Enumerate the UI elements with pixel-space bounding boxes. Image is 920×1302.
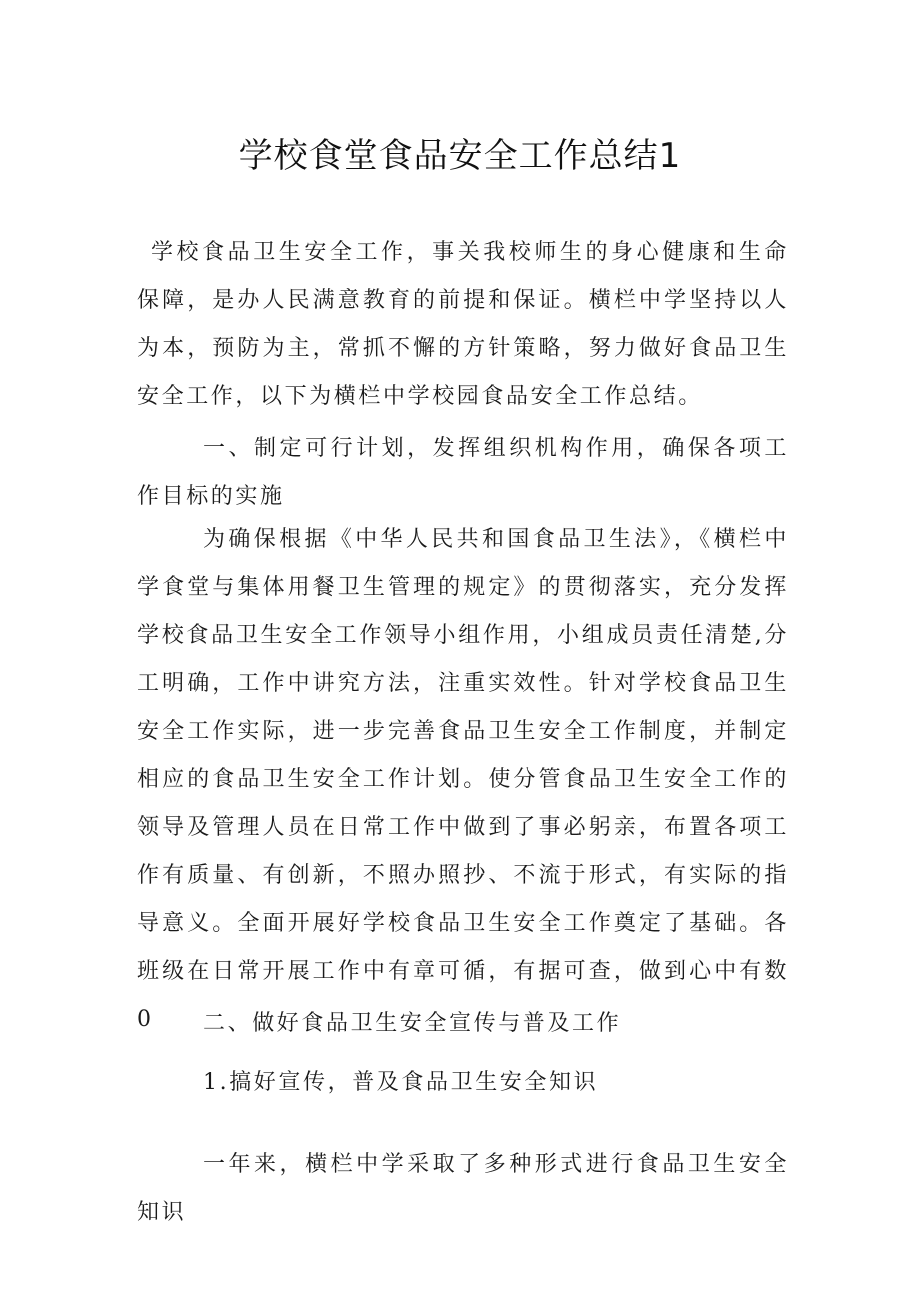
section-2-body: 一年来，横栏中学采取了多种形式进行食品卫生安全知识 (137, 1152, 789, 1225)
intro-paragraph: 学校食品卫生安全工作，事关我校师生的身心健康和生命保障，是办人民满意教育的前提和保证。横栏中学坚持以人为本，预防为主，常抓不懈的方针策略，努力做好食品卫生安全工作，以下为横栏中学校园食品安全工作总结。 (137, 240, 789, 409)
section-1-body: 为确保根据《中华人民共和国食品卫生法》，《横栏中学食堂与集体用餐卫生管理的规定》的贯彻落实，充分发挥学校食品卫生安全工作领导小组作用，小组成员责任清楚,分工明确，工作中讲究方法，注重实效性。针对学校食品卫生安全工作实际，进一步完善食品卫生安全工作制度，并制定相应的食品卫生安全工作计划。使分管食品卫生安全工作的领导及管理人员在日常工作中做到了事必躬亲，布置各项工作有质量、有创新，不照办照抄、不流于形式，有实际的指导意义。全面开展好学校食品卫生安全工作奠定了基础。各班级在日常开展工作中有章可循，有据可查，做到心中有数0 (137, 527, 789, 1032)
section-2-subheading-1: 1.搞好宣传，普及食品卫生安全知识 (203, 1070, 599, 1095)
document-title: 学校食堂食品安全工作总结1 (238, 136, 682, 176)
section-1-heading: 一、制定可行计划，发挥组织机构作用，确保各项工作目标的实施 (137, 436, 789, 509)
section-2-heading: 二、做好食品卫生安全宣传与普及工作 (203, 1011, 622, 1036)
